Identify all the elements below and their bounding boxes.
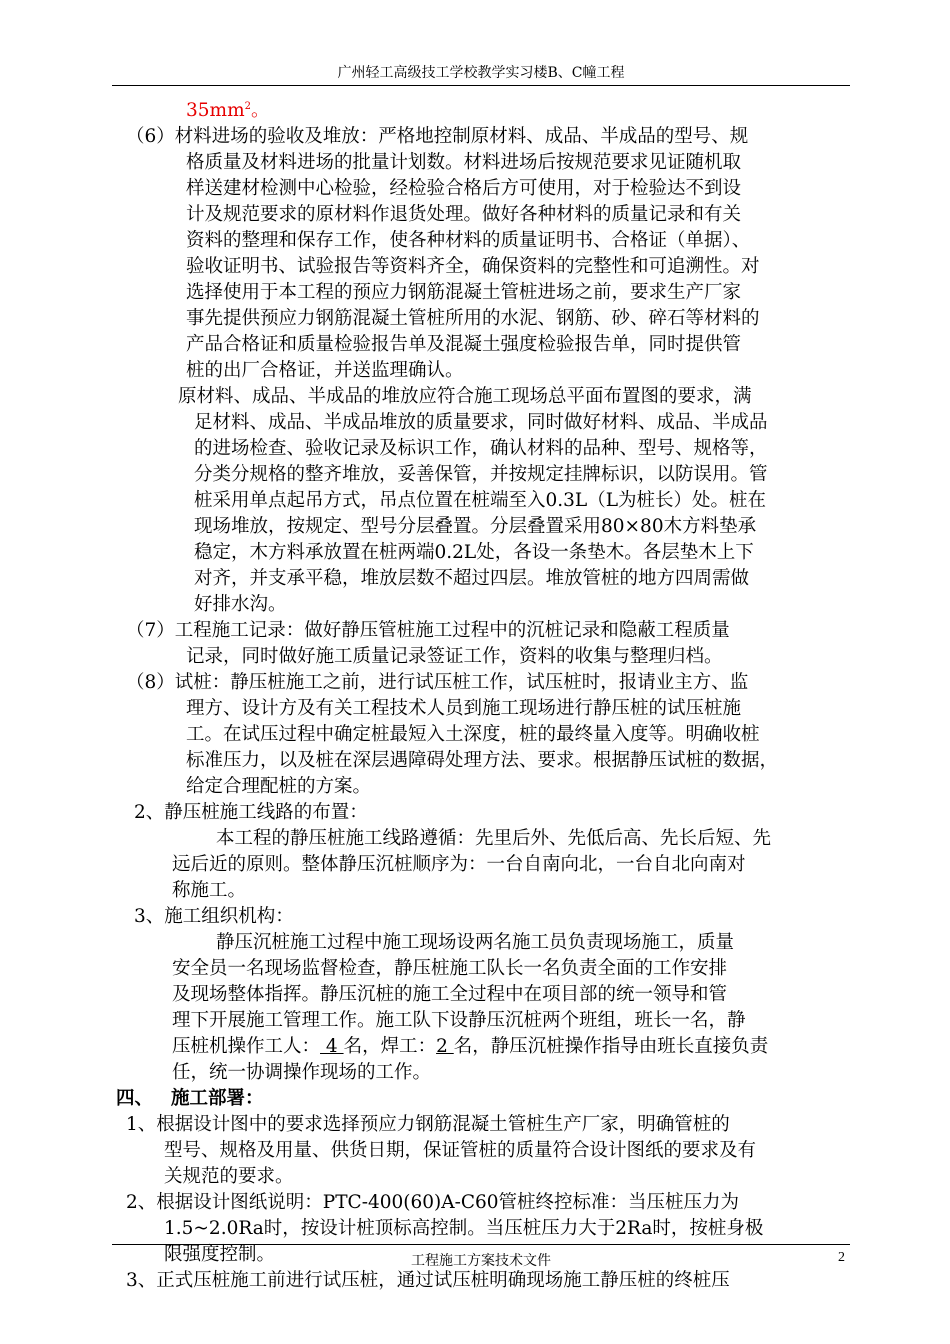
chapter-number: 四、 <box>116 1088 154 1109</box>
text-line: 格质量及材料进场的批量计划数。材料进场后按规范要求见证随机取 <box>186 152 742 173</box>
text-line: 对齐，并支承平稳，堆放层数不超过四层。堆放管桩的地方四周需做 <box>194 568 750 589</box>
text-line <box>172 1034 768 1060</box>
text-line: 标准压力，以及桩在深层遇障碍处理方法、要求。根据静压试桩的数据， <box>186 750 779 771</box>
list-item-2: 2、根据设计图纸说明：PTC-400(60)A-C60管桩终控标准：当压桩压力为 <box>126 1192 740 1213</box>
text-line: 工。在试压过程中确定桩最短入土深度，桩的最终量入度等。明确收桩 <box>186 724 760 745</box>
paragraph-start: 静压沉桩施工过程中施工现场设两名施工员负责现场施工，质量 <box>216 932 735 953</box>
text-line: 分类分规格的整齐堆放，妥善保管，并按规定挂牌标识，以防误用。管 <box>194 464 768 485</box>
text-line: 事先提供预应力钢筋混凝土管桩所用的水泥、钢筋、砂、碎石等材料的 <box>186 308 760 329</box>
text-line: 型号、规格及用量、供货日期，保证管桩的质量符合设计图纸的要求及有 <box>164 1140 757 1161</box>
area-value: 35mm <box>186 100 245 121</box>
text-line: 任，统一协调操作现场的工作。 <box>172 1062 432 1083</box>
text-line: 桩的出厂合格证，并送监理确认。 <box>186 360 464 381</box>
text-line: 给定合理配桩的方案。 <box>186 776 372 797</box>
operator-label: 压桩机操作工人： <box>172 1036 321 1057</box>
list-item-6: （6）材料进场的验收及堆放：严格地控制原材料、成品、半成品的型号、规 <box>126 126 749 147</box>
list-item-1: 1、根据设计图中的要求选择预应力钢筋混凝土管桩生产厂家，明确管桩的 <box>126 1114 730 1135</box>
text-line: 资料的整理和保存工作，使各种材料的质量证明书、合格证（单据）、 <box>186 230 751 251</box>
text-line: 足材料、成品、半成品堆放的质量要求，同时做好材料、成品、半成品 <box>194 412 768 433</box>
text-line: 关规范的要求。 <box>164 1166 294 1187</box>
text-line: 验收证明书、试验报告等资料齐全，确保资料的完整性和可追溯性。对 <box>186 256 760 277</box>
list-item-7: （7）工程施工记录：做好静压管桩施工过程中的沉桩记录和隐蔽工程质量 <box>126 620 730 641</box>
text-line <box>186 98 270 124</box>
header-rule <box>112 85 850 86</box>
text-line: 及现场整体指挥。静压沉桩的施工全过程中在项目部的统一领导和管 <box>172 984 728 1005</box>
text-line: 称施工。 <box>172 880 247 901</box>
chapter-heading-4 <box>116 1086 264 1112</box>
text-line: 计及规范要求的原材料作退货处理。做好各种材料的质量记录和有关 <box>186 204 742 225</box>
list-item-3: 3、正式压桩施工前进行试压桩，通过试压桩明确现场施工静压桩的终桩压 <box>126 1270 730 1291</box>
area-value-tail: 。 <box>251 100 270 121</box>
list-item-8: （8）试桩：静压桩施工之前，进行试压桩工作，试压桩时，报请业主方、监 <box>126 672 749 693</box>
paragraph-start: 本工程的静压桩施工线路遵循：先里后外、先低后高、先长后短、先 <box>216 828 772 849</box>
text-line: 稳定，木方料承放置在桩两端0.2L处，各设一条垫木。各层垫木上下 <box>194 542 754 563</box>
text-segment: 名，静压沉桩操作指导由班长直接负责 <box>453 1036 769 1057</box>
text-line: 1.5~2.0Ra时，按设计桩顶标高控制。当压桩压力大于2Ra时，按桩身极 <box>164 1218 764 1239</box>
page-header: 广州轻工高级技工学校教学实习楼B、C幢工程 <box>337 65 625 81</box>
text-line: 限强度控制。 <box>164 1244 276 1265</box>
page-footer: 工程施工方案技术文件 <box>411 1253 551 1269</box>
text-line: 理方、设计方及有关工程技术人员到施工现场进行静压桩的试压桩施 <box>186 698 742 719</box>
welder-count: 2 <box>436 1036 454 1057</box>
text-line: 安全员一名现场监督检查，静压桩施工队长一名负责全面的工作安排 <box>172 958 728 979</box>
section-heading-3: 3、施工组织机构： <box>134 906 294 927</box>
section-heading-2: 2、静压桩施工线路的布置： <box>134 802 368 823</box>
area-unit-superscript: 2 <box>244 100 252 112</box>
page-number: 2 <box>838 1250 845 1265</box>
text-line: 好排水沟。 <box>194 594 287 615</box>
text-line: 远后近的原则。整体静压沉桩顺序为：一台自南向北，一台自北向南对 <box>172 854 746 875</box>
text-line: 的进场检查、验收记录及标识工作，确认材料的品种、型号、规格等， <box>194 438 768 459</box>
operator-count: 4 <box>320 1036 344 1057</box>
text-line: 桩采用单点起吊方式，吊点位置在桩端至入0.3L（L为桩长）处。桩在 <box>194 490 766 511</box>
text-line: 产品合格证和质量检验报告单及混凝土强度检验报告单，同时提供管 <box>186 334 742 355</box>
chapter-title: 施工部署： <box>171 1088 264 1109</box>
text-line: 现场堆放，按规定、型号分层叠置。分层叠置采用80×80木方料垫承 <box>194 516 757 537</box>
text-line: 样送建材检测中心检验，经检验合格后方可使用，对于检验达不到设 <box>186 178 742 199</box>
text-line: 理下开展施工管理工作。施工队下设静压沉桩两个班组，班长一名，静 <box>172 1010 746 1031</box>
footer-rule <box>112 1244 850 1245</box>
text-line: 选择使用于本工程的预应力钢筋混凝土管桩进场之前，要求生产厂家 <box>186 282 742 303</box>
text-line: 记录，同时做好施工质量记录签证工作，资料的收集与整理归档。 <box>186 646 723 667</box>
welder-label: 名，焊工： <box>343 1036 437 1057</box>
paragraph-start: 原材料、成品、半成品的堆放应符合施工现场总平面布置图的要求，满 <box>178 386 752 407</box>
